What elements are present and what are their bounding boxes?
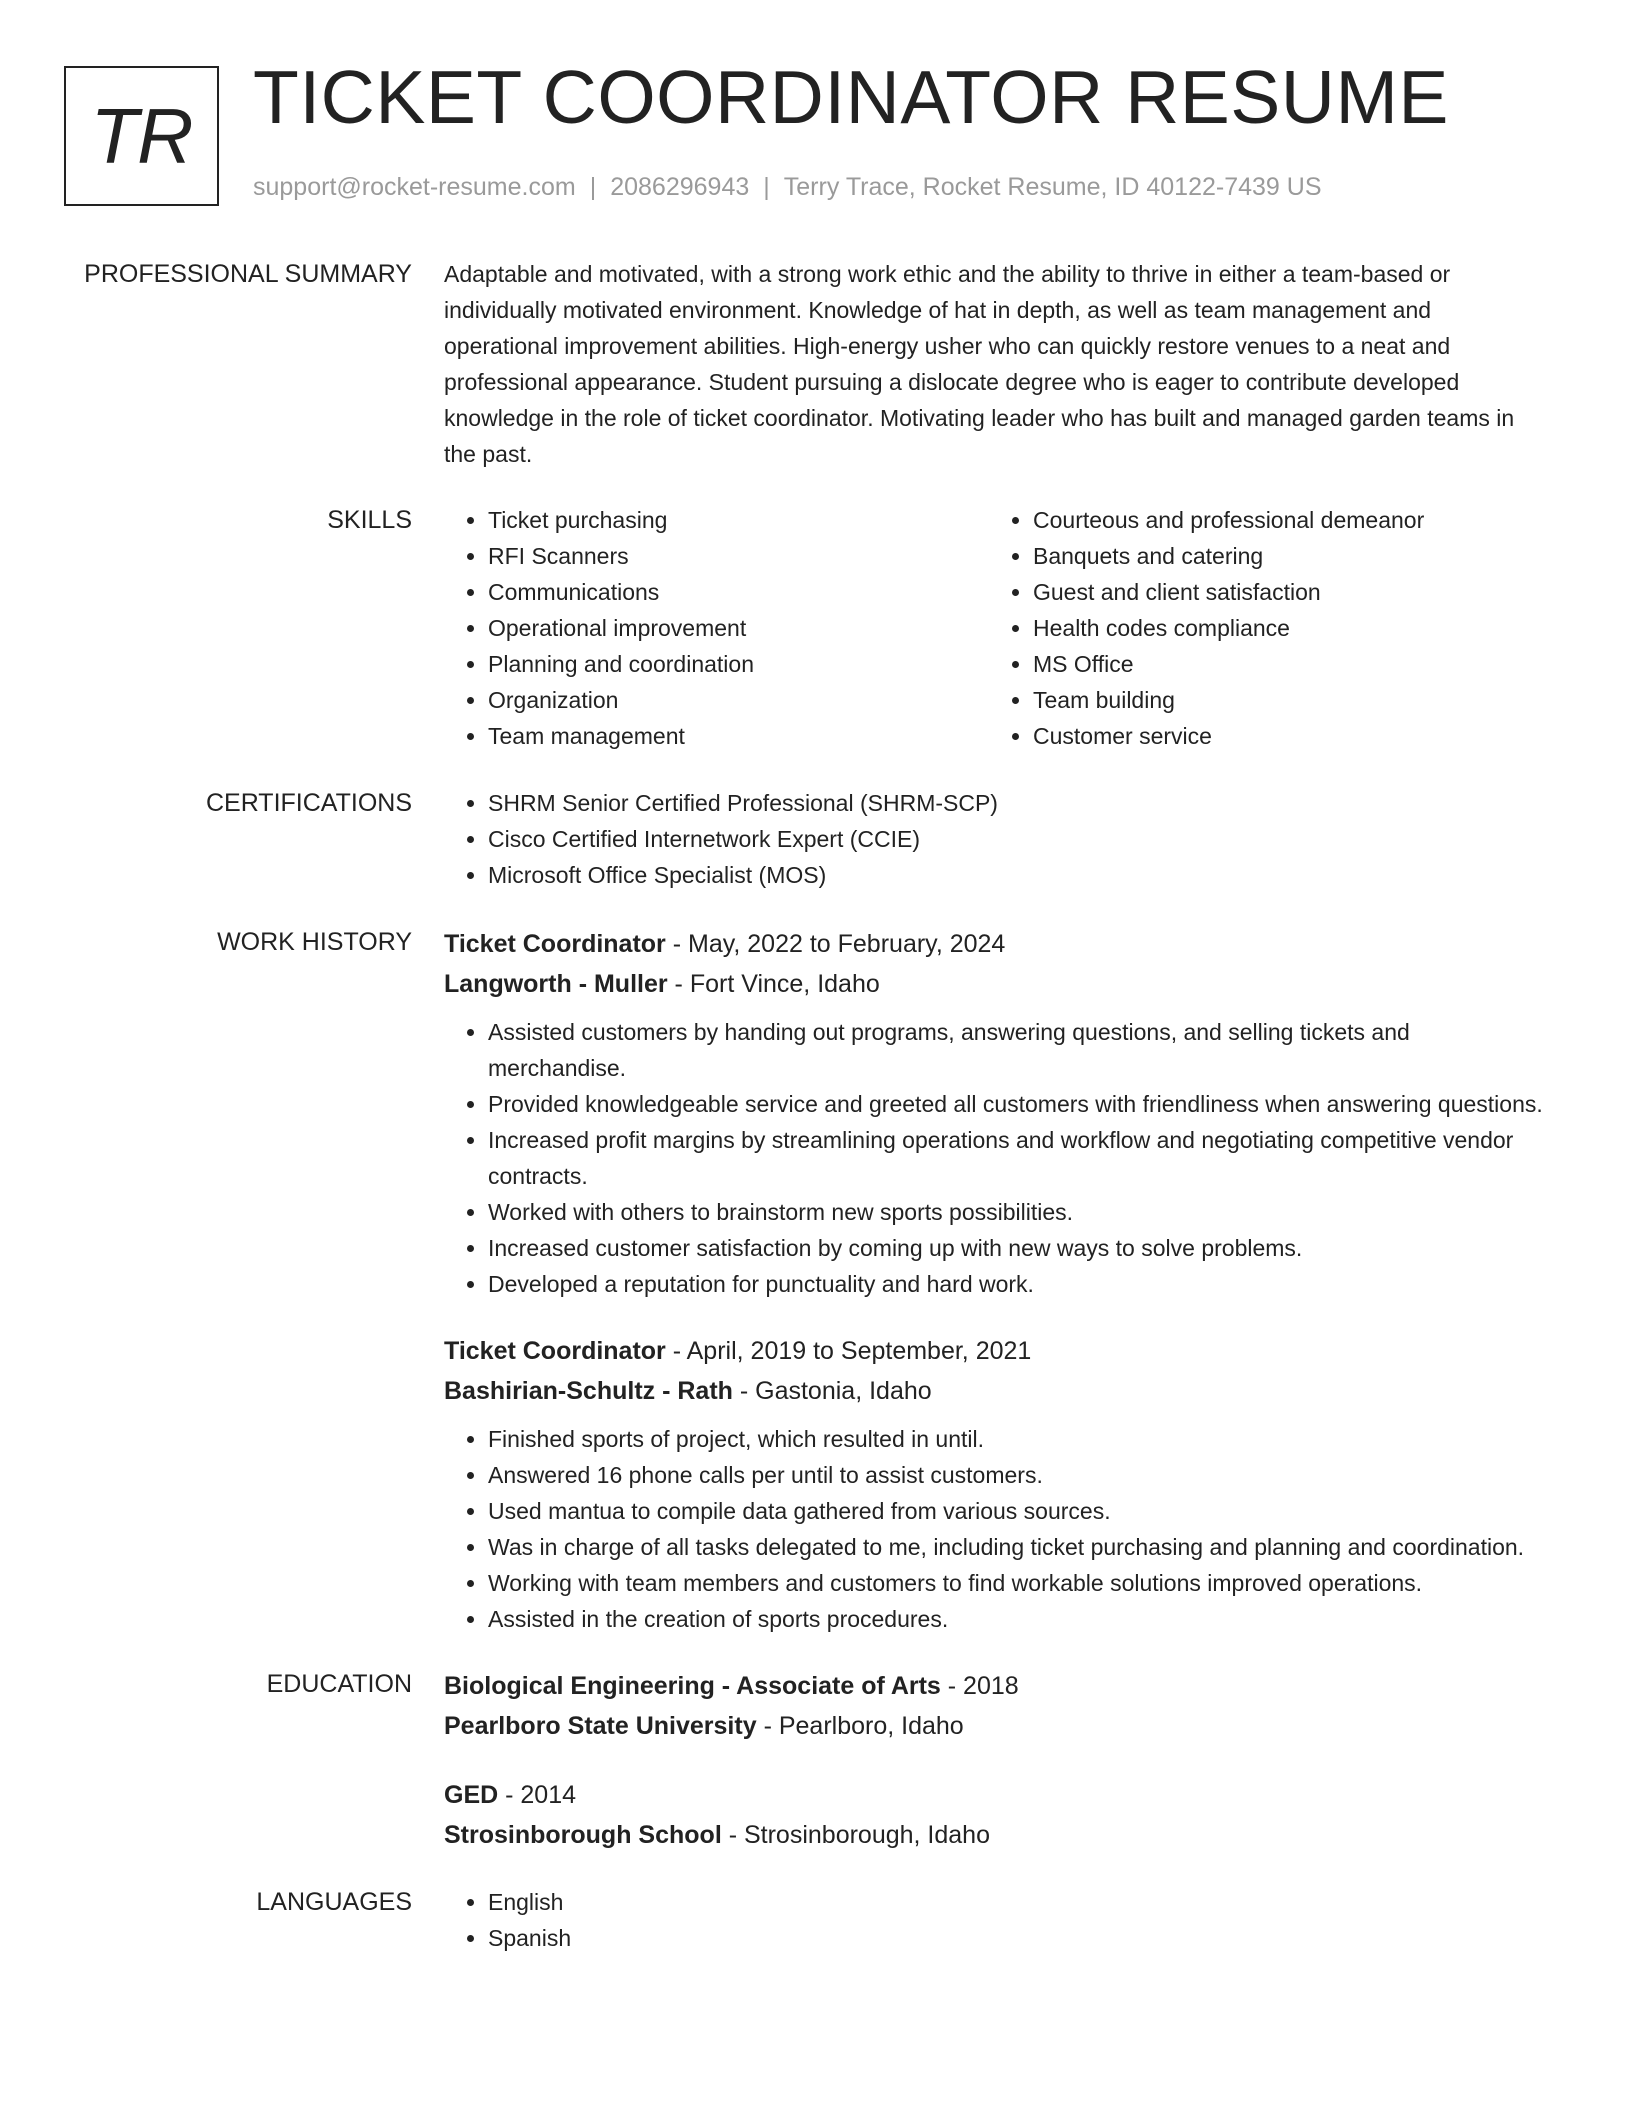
job-location: - Fort Vince, Idaho — [667, 970, 880, 998]
job-bullet: • Increased customer satisfaction by coming up with new ways to solve problems. — [488, 1230, 1544, 1266]
languages-list — [444, 1884, 1544, 1956]
job-title: Ticket Coordinator — [444, 1337, 666, 1365]
skill-item: • Operational improvement — [488, 610, 989, 646]
contact-separator: | — [763, 173, 770, 201]
skills-grid — [444, 502, 1544, 754]
contact-separator: | — [589, 173, 597, 201]
job-bullets — [444, 1014, 1544, 1302]
job-bullet: • Developed a reputation for punctuality and hard work. — [488, 1266, 1544, 1302]
job-bullet: • Was in charge of all tasks delegated to me, including ticket purchasing and planning and coordination. — [488, 1529, 1544, 1565]
certifications-body — [444, 785, 1544, 893]
skill-item: • Health codes compliance — [1033, 610, 1534, 646]
job-title: Ticket Coordinator — [444, 930, 666, 958]
skill-item: • MS Office — [1033, 646, 1534, 682]
job-entry — [444, 924, 1544, 1302]
page-title: TICKET COORDINATOR RESUME — [253, 55, 1449, 139]
skill-item: • Team management — [488, 718, 989, 754]
education-school: Strosinborough School — [444, 1821, 722, 1849]
skill-item: • Courteous and professional demeanor — [1033, 502, 1534, 538]
education-entry — [444, 1666, 1544, 1746]
education-year: - 2014 — [498, 1781, 577, 1809]
job-dates: - May, 2022 to February, 2024 — [665, 930, 1006, 958]
job-bullet: • Worked with others to brainstorm new sports possibilities. — [488, 1194, 1544, 1230]
certifications-list — [444, 785, 1544, 893]
job-bullet: • Increased profit margins by streamlining operations and workflow and negotiating competitive vendor contracts. — [488, 1122, 1544, 1194]
job-bullet: • Working with team members and customers to find workable solutions improved operations. — [488, 1565, 1544, 1601]
job-title-line — [444, 924, 1544, 964]
job-employer: Langworth - Muller — [444, 970, 668, 998]
skills-list-right — [989, 502, 1534, 754]
education-degree: GED — [444, 1781, 499, 1809]
job-title-line — [444, 1331, 1544, 1371]
education-year: - 2018 — [940, 1672, 1019, 1700]
languages-body — [444, 1884, 1544, 1956]
certification-item: • Cisco Certified Internetwork Expert (CCIE) — [488, 821, 1544, 857]
skill-item: • Customer service — [1033, 718, 1534, 754]
education-body — [444, 1666, 1544, 1884]
contact-line — [253, 173, 1322, 202]
section-heading: PROFESSIONAL SUMMARY — [84, 260, 412, 288]
skills-body — [444, 502, 1544, 754]
education-location: - Pearlboro, Idaho — [756, 1712, 964, 1740]
language-item: • English — [488, 1884, 1544, 1920]
skill-item: • Banquets and catering — [1033, 538, 1534, 574]
education-school-line — [444, 1706, 1544, 1746]
education-entry — [444, 1775, 1544, 1855]
contact-email[interactable]: support@rocket-resume.com — [253, 173, 576, 201]
monogram-logo: TR — [64, 66, 219, 206]
job-bullet: • Provided knowledgeable service and greeted all customers with friendliness when answering questions. — [488, 1086, 1544, 1122]
job-location: - Gastonia, Idaho — [732, 1377, 932, 1405]
job-bullet: • Assisted in the creation of sports procedures. — [488, 1601, 1544, 1637]
job-employer: Bashirian-Schultz - Rath — [444, 1377, 733, 1405]
education-degree-line — [444, 1775, 1544, 1815]
skill-item: • Team building — [1033, 682, 1534, 718]
skills-list-left — [444, 502, 989, 754]
skill-item: • Organization — [488, 682, 989, 718]
education-degree-line — [444, 1666, 1544, 1706]
certification-item: • SHRM Senior Certified Professional (SHRM-SCP) — [488, 785, 1544, 821]
job-bullet: • Finished sports of project, which resulted in until. — [488, 1421, 1544, 1457]
skill-item: • Communications — [488, 574, 989, 610]
summary-body — [444, 256, 1544, 472]
education-degree: Biological Engineering - Associate of Arts — [444, 1672, 941, 1700]
skills-section — [0, 502, 1632, 754]
skill-item: • RFI Scanners — [488, 538, 989, 574]
job-entry — [444, 1331, 1544, 1637]
skill-item: • Planning and coordination — [488, 646, 989, 682]
skill-item: • Ticket purchasing — [488, 502, 989, 538]
summary-section — [0, 256, 1632, 472]
certifications-section — [0, 785, 1632, 893]
job-bullet: • Answered 16 phone calls per until to assist customers. — [488, 1457, 1544, 1493]
section-heading: WORK HISTORY — [217, 928, 412, 956]
job-employer-line — [444, 964, 1544, 1004]
summary-text: Adaptable and motivated, with a strong work ethic and the ability to thrive in either a team-based or individually motivated environment. Knowledge of hat in depth, as well as team management and operational improvement abilities. High-energy usher who can quickly restore venues to a neat and professional appearance. Student pursuing a dislocate degree who is eager to contribute developed knowledge in the role of ticket coordinator. Motivating leader who has built and managed garden teams in the past. — [444, 261, 1515, 467]
section-heading: CERTIFICATIONS — [205, 789, 412, 817]
job-bullet: • Used mantua to compile data gathered from various sources. — [488, 1493, 1544, 1529]
language-item: • Spanish — [488, 1920, 1544, 1956]
education-school: Pearlboro State University — [444, 1712, 757, 1740]
section-heading: SKILLS — [327, 506, 412, 534]
contact-phone[interactable]: 2086296943 — [610, 173, 750, 201]
section-heading: LANGUAGES — [256, 1888, 412, 1916]
job-bullets — [444, 1421, 1544, 1637]
education-school-line — [444, 1815, 1544, 1855]
skill-item: • Guest and client satisfaction — [1033, 574, 1534, 610]
section-heading: EDUCATION — [266, 1670, 412, 1698]
job-bullet: • Assisted customers by handing out programs, answering questions, and selling tickets and merchandise. — [488, 1014, 1544, 1086]
languages-section — [0, 1884, 1632, 1956]
work-history-body — [444, 924, 1544, 1666]
education-location: - Strosinborough, Idaho — [721, 1821, 990, 1849]
job-employer-line — [444, 1371, 1544, 1411]
education-section — [0, 1666, 1632, 1884]
certification-item: • Microsoft Office Specialist (MOS) — [488, 857, 1544, 893]
job-dates: - April, 2019 to September, 2021 — [665, 1337, 1032, 1365]
contact-address: Terry Trace, Rocket Resume, ID 40122-7439 US — [783, 173, 1322, 201]
resume-content — [0, 256, 1632, 1956]
work-history-section — [0, 924, 1632, 1666]
